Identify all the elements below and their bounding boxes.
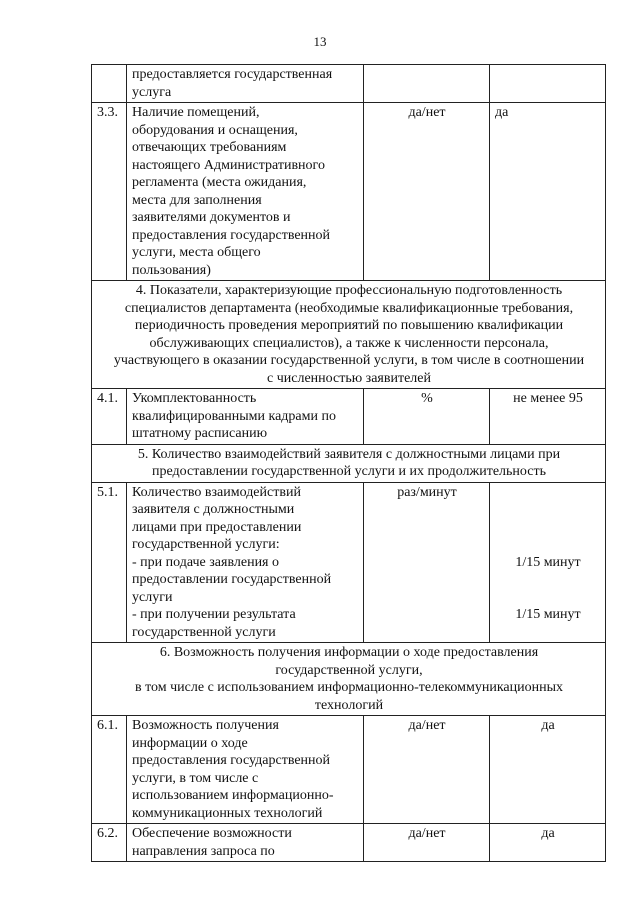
value-cell: не менее 95	[490, 389, 606, 445]
value-cell: да	[490, 824, 606, 862]
section-heading: 5. Количество взаимодействий заявителя с должностными лицами при предоставлении государственной услуги и их продолжительность	[92, 444, 606, 482]
indicator-name: Количество взаимодействий заявителя с должностными лицами при предоставлении государственной услуги: - при подаче заявления о предоставлении государственной услуги - при получении результата государственной услуги	[127, 482, 364, 643]
indicator-name: предоставляется государственная услуга	[127, 65, 364, 103]
table-row	[92, 716, 606, 824]
table-row	[92, 824, 606, 862]
section-row	[92, 643, 606, 716]
table-row	[92, 389, 606, 445]
indicator-name: Обеспечение возможности направления запроса по	[127, 824, 364, 862]
section-heading: 4. Показатели, характеризующие профессиональную подготовленность специалистов департамента (необходимые квалификационные требования, периодичность проведения мероприятий по повышению квалификации обслуживающих специалистов), а также к численности персонала, участвующего в оказании государственной услуги, в том числе в соотношении с численностью заявителей	[92, 281, 606, 389]
value-cell	[490, 65, 606, 103]
page-number: 13	[313, 34, 327, 49]
section-row	[92, 281, 606, 389]
indicator-name: Возможность получения информации о ходе предоставления государственной услуги, в том числе с использованием информационно- коммуникационных технологий	[127, 716, 364, 824]
unit-cell	[364, 65, 490, 103]
unit-cell: %	[364, 389, 490, 445]
value-cell: 1/15 минут 1/15 минут	[490, 482, 606, 643]
indicators-table	[91, 64, 606, 862]
section-heading: 6. Возможность получения информации о ходе предоставления государственной услуги, в том числе с использованием информационно-телекоммуникационных технологий	[92, 643, 606, 716]
unit-cell: да/нет	[364, 824, 490, 862]
table-row	[92, 482, 606, 643]
row-number: 5.1.	[92, 482, 127, 643]
row-number: 4.1.	[92, 389, 127, 445]
unit-cell: да/нет	[364, 716, 490, 824]
table-row	[92, 65, 606, 103]
row-number	[92, 65, 127, 103]
unit-cell: раз/минут	[364, 482, 490, 643]
indicator-name: Укомплектованность квалифицированными кадрами по штатному расписанию	[127, 389, 364, 445]
indicator-name: Наличие помещений, оборудования и оснащения, отвечающих требованиям настоящего Административного регламента (места ожидания, места для заполнения заявителями документов и предоставления государственной услуги, места общего пользования)	[127, 103, 364, 281]
section-row	[92, 444, 606, 482]
row-number: 3.3.	[92, 103, 127, 281]
table-row	[92, 103, 606, 281]
row-number: 6.2.	[92, 824, 127, 862]
value-cell: да	[490, 103, 606, 281]
unit-cell: да/нет	[364, 103, 490, 281]
value-cell: да	[490, 716, 606, 824]
row-number: 6.1.	[92, 716, 127, 824]
